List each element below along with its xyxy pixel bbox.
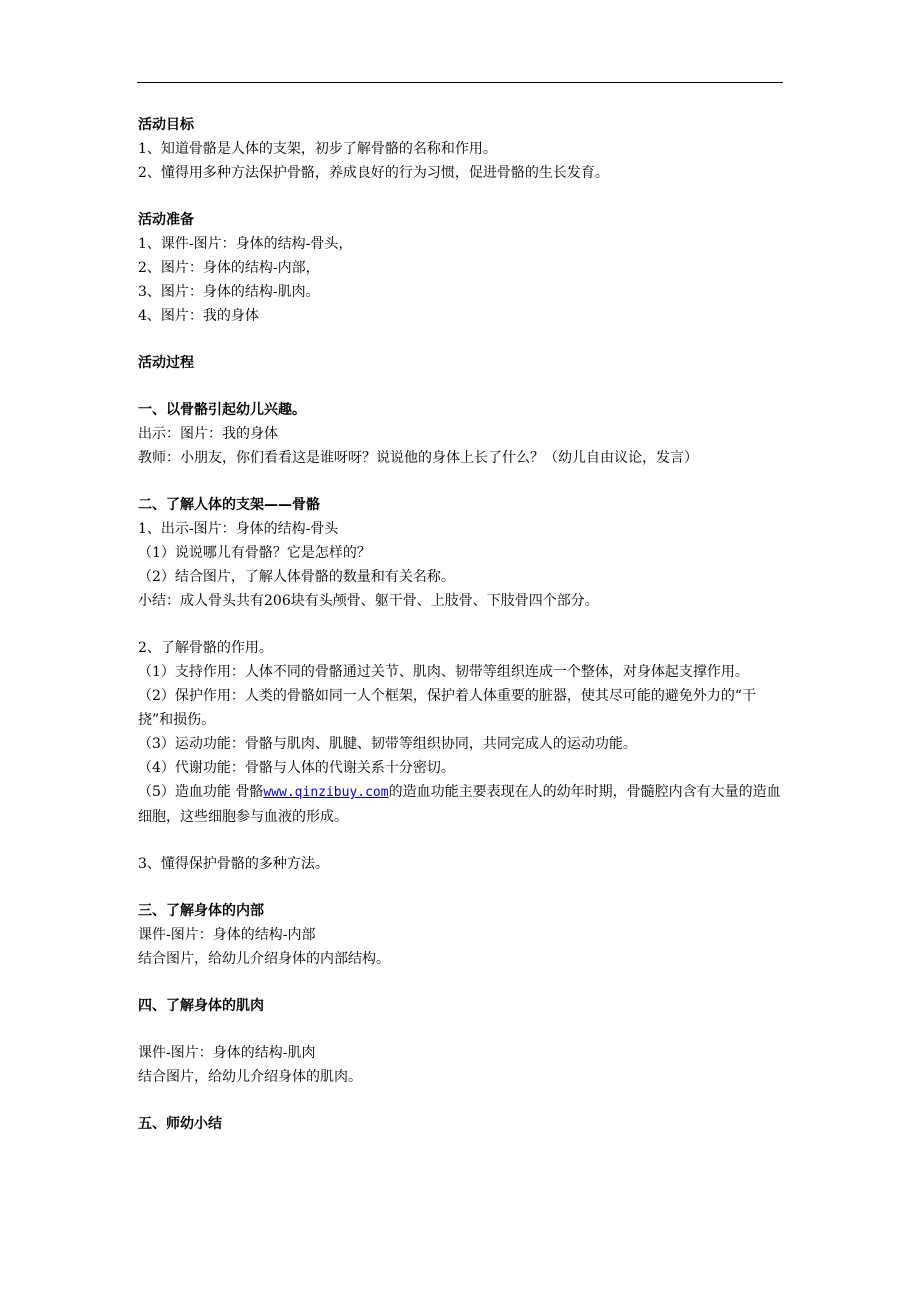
section-1-heading: 一、以骨骼引起幼儿兴趣。 xyxy=(138,402,306,418)
goal-item: 2、懂得用多种方法保护骨骼，养成良好的行为习惯，促进骨骼的生长发育。 xyxy=(138,165,609,181)
section-2-line: （2）结合图片，了解人体骨骼的数量和有关名称。 xyxy=(138,569,455,585)
prep-item: 3、图片：身体的结构-肌肉。 xyxy=(138,284,320,300)
section-2-line: 1、出示-图片：身体的结构-骨头 xyxy=(138,521,339,537)
document-body xyxy=(138,113,786,1136)
section-1-line: 教师：小朋友，你们看看这是谁呀呀？说说他的身体上长了什么？（幼儿自由议论，发言） xyxy=(138,450,698,466)
section-4-line: 课件-图片：身体的结构-肌肉 xyxy=(138,1045,316,1061)
protect-methods: 3、懂得保护骨骼的多种方法。 xyxy=(138,856,329,872)
prep-item: 2、图片：身体的结构-内部， xyxy=(138,260,320,276)
section-5-heading: 五、师幼小结 xyxy=(138,1116,222,1132)
function-protect: （2）保护作用：人类的骨骼如同一人个框架，保护着人体重要的脏器，使其尽可能的避免外力的“干挠”和损伤。 xyxy=(138,688,757,728)
section-2-line: （1）说说哪儿有骨骼？它是怎样的？ xyxy=(138,545,371,561)
function-heading: 2、了解骨骼的作用。 xyxy=(138,640,273,656)
section-2-heading: 二、了解人体的支架——骨骼 xyxy=(138,497,320,513)
function-movement: （3）运动功能：骨骼与肌肉、肌腱、韧带等组织协同，共同完成人的运动功能。 xyxy=(138,736,637,752)
prep-item: 4、图片：我的身体 xyxy=(138,308,259,324)
prep-item: 1、课件-图片：身体的结构-骨头， xyxy=(138,236,353,252)
process-heading: 活动过程 xyxy=(138,355,194,371)
goals-heading: 活动目标 xyxy=(138,117,194,133)
function-blood-prefix: （5）造血功能 骨骼 xyxy=(138,784,264,800)
function-blood xyxy=(138,780,786,829)
section-4-heading: 四、了解身体的肌肉 xyxy=(138,998,264,1014)
section-1-line: 出示：图片：我的身体 xyxy=(138,426,278,442)
function-support: （1）支持作用：人体不同的骨骼通过关节、肌肉、韧带等组织连成一个整体，对身体起支撑作用。 xyxy=(138,664,749,680)
website-link[interactable]: www.qinzibuy.com xyxy=(263,785,389,800)
section-3-line: 结合图片，给幼儿介绍身体的内部结构。 xyxy=(138,951,390,967)
prep-heading: 活动准备 xyxy=(138,212,194,228)
header-rule xyxy=(137,82,783,83)
function-blood-suffix: 的造血功能主要表现在人的幼年时期，骨髓腔内含有大量的造血细胞，这些细胞参与血液的形成。 xyxy=(138,784,781,825)
section-3-line: 课件-图片：身体的结构-内部 xyxy=(138,927,316,943)
function-metabolism: （4）代谢功能：骨骼与人体的代谢关系十分密切。 xyxy=(138,760,455,776)
section-3-heading: 三、了解身体的内部 xyxy=(138,903,264,919)
goal-item: 1、知道骨骼是人体的支架，初步了解骨骼的名称和作用。 xyxy=(138,141,497,157)
section-4-line: 结合图片，给幼儿介绍身体的肌肉。 xyxy=(138,1069,362,1085)
section-2-summary: 小结：成人骨头共有206块有头颅骨、躯干骨、上肢骨、下肢骨四个部分。 xyxy=(138,593,599,609)
